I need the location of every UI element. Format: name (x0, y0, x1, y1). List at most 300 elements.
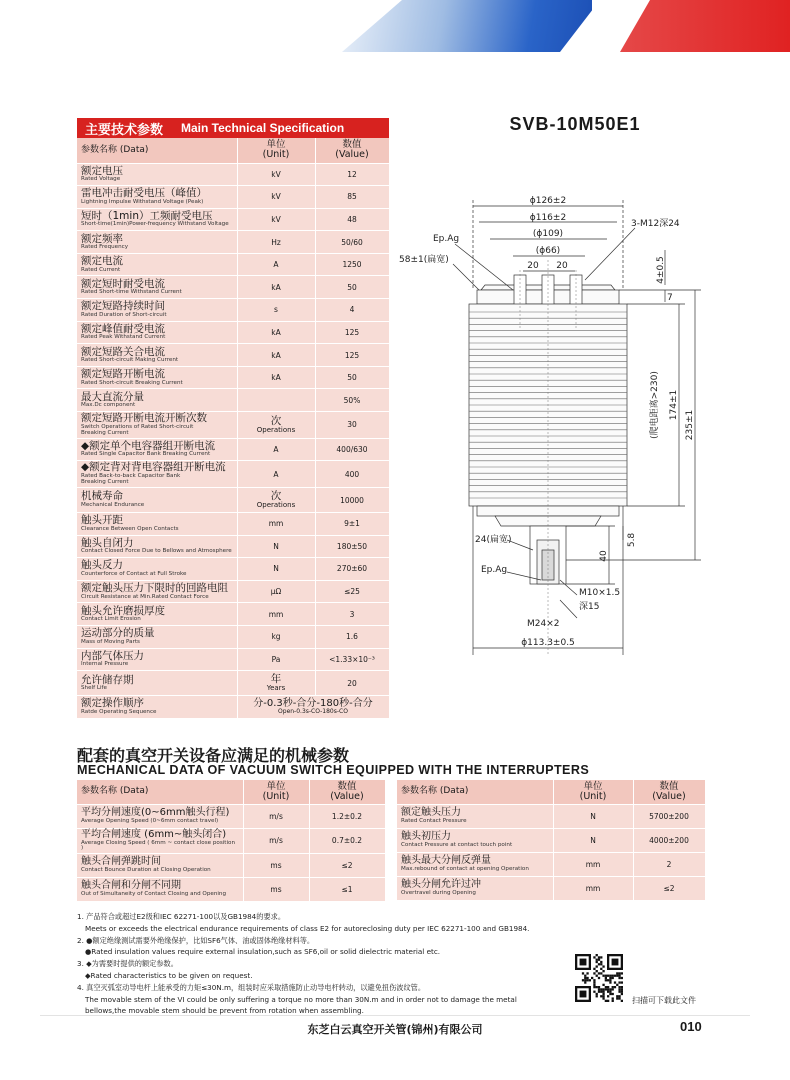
param-cell (77, 344, 237, 367)
note-line: 3. ◆为需要时提供的额定参数。 (77, 959, 178, 969)
param-cell (77, 625, 237, 648)
header-param: 参数名称 (Data) (397, 780, 553, 804)
corner-decoration-red (620, 0, 790, 52)
param-name-cn: 允许储存期 (81, 673, 134, 686)
corner-decoration-blue (342, 0, 592, 52)
unit-value: ms (270, 860, 282, 870)
param-name-en: Switch Operations of Rated Short-circuit (81, 423, 194, 430)
table-row (397, 852, 705, 876)
param-name-cn: 雷电冲击耐受电压（峰值） (81, 187, 207, 200)
value-cell: 125 (315, 321, 389, 344)
dim-5-8-label: 5.8 (627, 532, 637, 548)
table-row (77, 671, 389, 696)
qr-code-icon[interactable] (575, 954, 623, 1002)
value-cell: ≤25 (315, 580, 389, 603)
unit-value: m/s (269, 811, 283, 821)
scan-label: 扫描可下载此文件 (632, 996, 696, 1005)
unit-cell (237, 580, 315, 603)
header-value-en: (Value) (652, 790, 686, 802)
unit-cell (237, 558, 315, 581)
operating-sequence-cn: 分-0.3秒-合分-180秒-合分 (253, 697, 373, 709)
value-cell: 180±50 (315, 535, 389, 558)
value-cell: 50 (315, 366, 389, 389)
value-cell: 12 (315, 163, 389, 186)
header-unit-en: (Unit) (262, 790, 290, 802)
param-cell (77, 438, 237, 461)
param-name-cn: 平均分闸速度(0~6mm触头行程) (81, 806, 230, 818)
unit-cell (237, 671, 315, 696)
value-cell: 270±60 (315, 558, 389, 581)
mech-table-right (397, 780, 706, 901)
dim-40-label: 40 (599, 550, 609, 562)
param-name-cn: 平均合闸速度 (6mm~触头闭合) (81, 828, 227, 840)
header-unit-cn: 单位 (266, 780, 286, 792)
unit-value: m/s (269, 836, 283, 846)
table-header (77, 138, 389, 163)
unit-cell (237, 276, 315, 299)
unit-cell (237, 208, 315, 231)
page-number: 010 (680, 1019, 702, 1034)
unit-value: mm (268, 519, 284, 529)
unit-cell (237, 163, 315, 186)
thread-m24-label: M24×2 (527, 619, 560, 629)
param-name-cn: 触头开距 (81, 514, 123, 527)
value-cell: 5700±200 (633, 804, 705, 828)
param-cell (77, 253, 237, 276)
dim-109: (ϕ109) (532, 229, 564, 239)
unit-value: s (274, 305, 278, 315)
flat-58-label: 58±1(扁宽) (399, 255, 449, 265)
dim-235-label: 235±1 (685, 409, 695, 441)
value-cell: 30 (315, 412, 389, 439)
value-cell: 20 (315, 671, 389, 696)
value-cell: 1.6 (315, 625, 389, 648)
dim-126: ϕ126±2 (529, 196, 567, 206)
value-cell: 50 (315, 276, 389, 299)
unit-cell (237, 186, 315, 209)
unit-value: mm (268, 609, 284, 619)
thread-m12-label: 3-M12深24 (631, 219, 680, 229)
param-name-en: Shelf Life (81, 685, 107, 692)
param-cell (77, 648, 237, 671)
table-row (77, 648, 389, 671)
creepage-label: (爬电距离>230) (650, 371, 660, 439)
param-name-cn: 额定短时耐受电流 (81, 277, 165, 290)
param-cell (77, 513, 237, 536)
param-name-cn: 内部气体压力 (81, 649, 144, 662)
unit-value: A (273, 260, 279, 270)
dim-20-right: 20 (556, 261, 568, 271)
param-name-cn: 触头最大分闸反弹量 (401, 854, 491, 866)
unit-cell (237, 389, 315, 412)
unit-value: μΩ (270, 587, 282, 597)
param-name-en: Average Closing Speed ( 6mm ~ contact close position ) (81, 839, 235, 852)
param-name-en: Rated Contact Pressure (401, 817, 467, 824)
table-row (77, 366, 389, 389)
param-cell (77, 299, 237, 322)
table-row (77, 163, 389, 186)
dim-4-label: 4±0.5 (656, 256, 666, 284)
value-cell: 3 (315, 603, 389, 626)
param-cell (397, 852, 553, 876)
value-cell: 125 (315, 344, 389, 367)
param-name-en: Circuit Resistance at Min.Rated Contact Force (81, 593, 209, 600)
param-name-cn: 额定频率 (81, 232, 123, 245)
param-name-cn: 触头自闭力 (81, 536, 134, 549)
param-cell (77, 186, 237, 209)
unit-cell (237, 648, 315, 671)
note-line: 2. ●额定绝缘测试需要外绝缘保护，比如SF6气体、油或固体绝缘材料等。 (77, 935, 315, 945)
param-name-cn: 触头允许磨损厚度 (81, 604, 165, 617)
param-name-cn: 额定短路开断电流开断次数 (81, 412, 207, 425)
spec-title-en: Main Technical Specification (181, 121, 345, 135)
table-row (77, 389, 389, 412)
note-line: 1. 产品符合或超过E2级和IEC 62271-100以及GB1984的要求。 (77, 912, 286, 921)
table-row (77, 804, 385, 828)
param-name-cn: 额定电流 (81, 255, 123, 268)
param-cell (77, 276, 237, 299)
header-unit-en: (Unit) (262, 149, 290, 161)
value-cell: 50% (315, 389, 389, 412)
unit-cell (553, 828, 633, 852)
notes (77, 911, 547, 1017)
value-cell: 0.7±0.2 (309, 828, 385, 853)
operating-sequence (237, 696, 389, 719)
unit-value: ms (270, 884, 282, 894)
note-line: 4. 真空灭弧室动导电杆上能承受的力矩≤30N.m，组装时应采取措施防止动导电杆转动，以避免扭伤波纹管。 (77, 982, 426, 992)
table-header (397, 780, 705, 804)
param-cell (77, 389, 237, 412)
table-row (77, 558, 389, 581)
param-name-en-2: Breaking Current (81, 479, 129, 486)
unit-cell (553, 852, 633, 876)
value-cell: <1.33×10⁻³ (315, 648, 389, 671)
unit-cn: 次 (270, 490, 282, 503)
table-row (397, 876, 705, 900)
param-name-en: Rated Frequency (81, 244, 129, 251)
mech-table-left (77, 780, 386, 902)
param-cell (77, 488, 237, 513)
param-name-cn: 额定短路关合电流 (81, 345, 165, 358)
param-name-en: Max.Dc component (81, 402, 136, 409)
unit-value: mm (585, 883, 601, 893)
param-name-cn: 额定短路持续时间 (81, 300, 165, 313)
unit-value: A (273, 469, 279, 479)
unit-value: kg (271, 632, 281, 642)
table-row (77, 603, 389, 626)
unit-value: kA (271, 373, 281, 383)
dim-66: (ϕ66) (535, 246, 561, 256)
unit-en: Operations (256, 425, 296, 434)
param-name-en: Out of Simultaneity of Contact Closing and Opening (81, 890, 227, 897)
table-row (77, 412, 389, 439)
footer-divider (40, 1015, 750, 1016)
dim-7-label: 7 (667, 293, 673, 303)
spec-table (77, 138, 390, 719)
param-name-en: Rated Short-circuit Breaking Current (81, 379, 183, 386)
table-row (77, 299, 389, 322)
dim-116: ϕ116±2 (529, 213, 567, 223)
value-cell: 1.2±0.2 (309, 804, 385, 828)
param-cell (77, 535, 237, 558)
header-unit (237, 138, 315, 163)
param-name-en: Rated Single Capacitor Bank Breaking Current (81, 451, 211, 458)
header-unit (243, 780, 309, 804)
model-title: SVB-10M50E1 (509, 114, 641, 134)
unit-cell (237, 253, 315, 276)
table-row (77, 253, 389, 276)
table-row (397, 828, 705, 852)
param-name-cn: 短时（1min）工频耐受电压 (81, 209, 213, 222)
table-row (77, 513, 389, 536)
unit-cell (237, 488, 315, 513)
table-row (77, 877, 385, 901)
table-row (77, 438, 389, 461)
table-row (77, 344, 389, 367)
unit-cell (243, 853, 309, 877)
unit-cell (237, 535, 315, 558)
value-cell: 400/630 (315, 438, 389, 461)
ep-ag-top-label: Ep.Ag (433, 234, 460, 244)
value-cell: 2 (633, 852, 705, 876)
value-cell: ≤2 (633, 876, 705, 900)
dim-113-label: ϕ113.3±0.5 (521, 638, 575, 648)
param-name-cn: 额定触头压力 (401, 806, 461, 818)
unit-en: Operations (256, 500, 296, 509)
unit-value: N (590, 811, 596, 821)
value-cell: 400 (315, 461, 389, 488)
table-row (77, 276, 389, 299)
flat-24-label: 24(扁宽) (475, 535, 512, 545)
table-row (77, 625, 389, 648)
note-line: bellows,the movable stem should be prevent from rotation when assembling. (85, 1006, 364, 1016)
param-name-en: Lightning Impulse Withstand Voltage (Peak) (81, 198, 204, 205)
header-unit-cn: 单位 (266, 139, 286, 151)
param-cell (77, 366, 237, 389)
ep-ag-bottom-label: Ep.Ag (481, 565, 508, 575)
unit-value: N (273, 541, 279, 551)
unit-cn: 次 (270, 415, 282, 428)
unit-cell (243, 877, 309, 901)
param-cell (397, 828, 553, 852)
table-header (77, 780, 385, 804)
param-cell (77, 461, 237, 488)
value-cell: ≤1 (309, 877, 385, 901)
param-name-en: Max.rebound of contact at opening Operation (401, 865, 529, 872)
unit-value: mm (585, 859, 601, 869)
param-name-en: Rated Duration of Short-circuit (81, 311, 167, 318)
mech-title-cn: 配套的真空开关设备应满足的机械参数 (77, 746, 350, 765)
unit-value: kA (271, 327, 281, 337)
header-unit-en: (Unit) (579, 790, 607, 802)
param-cell (397, 804, 553, 828)
param-name-en: Rated Short-circuit Making Current (81, 357, 179, 363)
param-cell (77, 208, 237, 231)
param-cell (77, 603, 237, 626)
header-value-en: (Value) (330, 790, 364, 802)
param-name-en: Rated Back-to-back Capacitor Bank (81, 472, 181, 479)
value-cell: 10000 (315, 488, 389, 513)
unit-cell (243, 828, 309, 853)
param-name-cn: 额定电压 (81, 164, 123, 177)
unit-cell (243, 804, 309, 828)
table-row (77, 488, 389, 513)
param-name-cn: ◆额定背对背电容器组开断电流 (81, 461, 226, 474)
unit-cell (237, 321, 315, 344)
param-name-en: Counterforce of Contact at Full Stroke (81, 570, 187, 577)
company-name: 东芝白云真空开关管(锦州)有限公司 (307, 1023, 483, 1036)
unit-cell (237, 412, 315, 439)
dim-174-label: 174±1 (669, 389, 679, 421)
param-name-en: Rated Current (81, 266, 121, 273)
unit-value: kA (271, 350, 281, 360)
param-cell (77, 877, 243, 901)
note-line: ◆Rated characteristics to be given on request. (85, 970, 253, 980)
param-name-en: Contact Pressure at contact touch point (401, 841, 513, 848)
param-cell (77, 580, 237, 603)
table-row (77, 580, 389, 603)
param-name-en: Overtravel during Opening (401, 889, 476, 896)
unit-value: kA (271, 282, 281, 292)
param-name-en: Mass of Moving Parts (81, 638, 140, 645)
unit-value: kV (271, 192, 281, 202)
unit-en: Years (266, 683, 286, 692)
param-cell (77, 853, 243, 877)
unit-value: kV (271, 169, 281, 179)
unit-cell (237, 603, 315, 626)
note-line: The movable stem of the VI could be only suffering a torque no more than 30N.m and in order not to damage the metal (85, 994, 517, 1004)
param-name-en: Rated Peak Withstand Current (81, 334, 166, 341)
header-value-en: (Value) (335, 149, 369, 161)
unit-cell (553, 876, 633, 900)
header-unit-cn: 单位 (583, 780, 603, 792)
table-row (397, 804, 705, 828)
unit-value: A (273, 445, 279, 455)
param-cell (77, 804, 243, 828)
param-name-cn: 触头合闸和分闸不同期 (81, 879, 181, 891)
depth-15-label: 深15 (579, 602, 600, 612)
param-name-cn: 运动部分的质量 (81, 627, 155, 640)
param-cell (77, 671, 237, 696)
header-value-cn: 数值 (337, 780, 357, 792)
header-param: 参数名称 (Data) (77, 780, 243, 804)
header-value (315, 138, 389, 163)
param-name-en: Short-time(1min)Power-frequency Withstand Voltage (81, 221, 229, 228)
value-cell: 48 (315, 208, 389, 231)
param-name-cn: 最大直流分量 (81, 390, 144, 403)
unit-cell (237, 366, 315, 389)
param-name-en: Rated Voltage (81, 176, 121, 183)
param-name-en: Internal Pressure (81, 661, 129, 668)
param-name-cn: 机械寿命 (81, 490, 123, 503)
value-cell: 9±1 (315, 513, 389, 536)
technical-drawing (395, 140, 735, 670)
param-name-en: Ratde Operating Sequence (81, 708, 157, 715)
table-row (77, 186, 389, 209)
header-param: 参数名称 (Data) (77, 138, 237, 163)
header-value (309, 780, 385, 804)
param-cell (77, 412, 237, 439)
unit-cell (237, 513, 315, 536)
value-cell: 85 (315, 186, 389, 209)
param-name-cn: 触头合闸弹跳时间 (81, 855, 161, 867)
param-cell (77, 321, 237, 344)
dim-20-left: 20 (527, 261, 539, 271)
thread-m10-label: M10×1.5 (579, 588, 621, 598)
param-name-en: Contact Bounce Duration at Closing Operation (81, 866, 211, 873)
table-row (77, 208, 389, 231)
note-line: Meets or exceeds the electrical endurance requirements of class E2 for autoreclosing duty per IEC 62271-100 and GB1984. (85, 923, 530, 933)
param-cell (77, 828, 243, 853)
header-value (633, 780, 705, 804)
value-cell: 4000±200 (633, 828, 705, 852)
param-name-cn: 额定短路开断电流 (81, 368, 165, 381)
param-name-cn: 触头初压力 (401, 830, 451, 842)
param-name-en-2: Breaking Current (81, 430, 129, 437)
param-cell (397, 876, 553, 900)
unit-cell (237, 344, 315, 367)
param-name-cn: 额定峰值耐受电流 (81, 322, 165, 335)
param-name-en: Average Opening Speed (0~6mm contact travel) (81, 817, 219, 824)
value-cell: ≤2 (309, 853, 385, 877)
table-row (77, 828, 385, 853)
param-name-en: Mechanical Endurance (81, 501, 145, 508)
unit-value: N (590, 835, 596, 845)
param-name-en: Contact Limit Erosion (81, 616, 141, 623)
unit-cell (237, 231, 315, 254)
unit-cell (553, 804, 633, 828)
value-cell: 4 (315, 299, 389, 322)
header-value-cn: 数值 (342, 139, 362, 151)
header-unit (553, 780, 633, 804)
unit-cell (237, 461, 315, 488)
param-name-cn: 额定触头压力下限时的回路电阻 (81, 582, 228, 595)
param-name-cn: 触头反力 (81, 559, 123, 572)
table-row (77, 461, 389, 488)
unit-cn: 年 (270, 673, 282, 686)
param-name-en: Contact Closed Force Due to Bellows and Atmosphere (81, 548, 232, 555)
table-row (77, 231, 389, 254)
note-line: ●Rated insulation values require external insulation,such as SF6,oil or solid dielectric material etc. (85, 947, 441, 957)
table-row (77, 321, 389, 344)
unit-value: Pa (271, 654, 281, 664)
param-name-cn: 触头分闸允许过冲 (401, 878, 481, 890)
unit-cell (237, 299, 315, 322)
mech-title-en: MECHANICAL DATA OF VACUUM SWITCH EQUIPPED WITH THE INTERRUPTERS (77, 763, 590, 777)
unit-value: Hz (271, 237, 281, 247)
param-name-cn: ◆额定单个电容器组开断电流 (81, 439, 216, 452)
unit-cell (237, 625, 315, 648)
table-row (77, 535, 389, 558)
spec-title-cn: 主要技术参数 (85, 122, 164, 138)
param-cell (77, 696, 237, 719)
param-name-cn: 额定操作顺序 (81, 697, 144, 710)
param-cell (77, 558, 237, 581)
spec-banner (77, 118, 389, 138)
operating-sequence-en: Open-0.3s-CO-180s-CO (278, 707, 348, 715)
header-value-cn: 数值 (659, 780, 679, 792)
table-row (77, 853, 385, 877)
param-name-en: Clearance Between Open Contacts (81, 525, 179, 532)
param-name-en: Rated Short-time Withstand Current (81, 289, 182, 296)
param-cell (77, 231, 237, 254)
param-cell (77, 163, 237, 186)
unit-value: N (273, 564, 279, 574)
table-row (77, 696, 389, 719)
unit-cell (237, 438, 315, 461)
value-cell: 1250 (315, 253, 389, 276)
value-cell: 50/60 (315, 231, 389, 254)
